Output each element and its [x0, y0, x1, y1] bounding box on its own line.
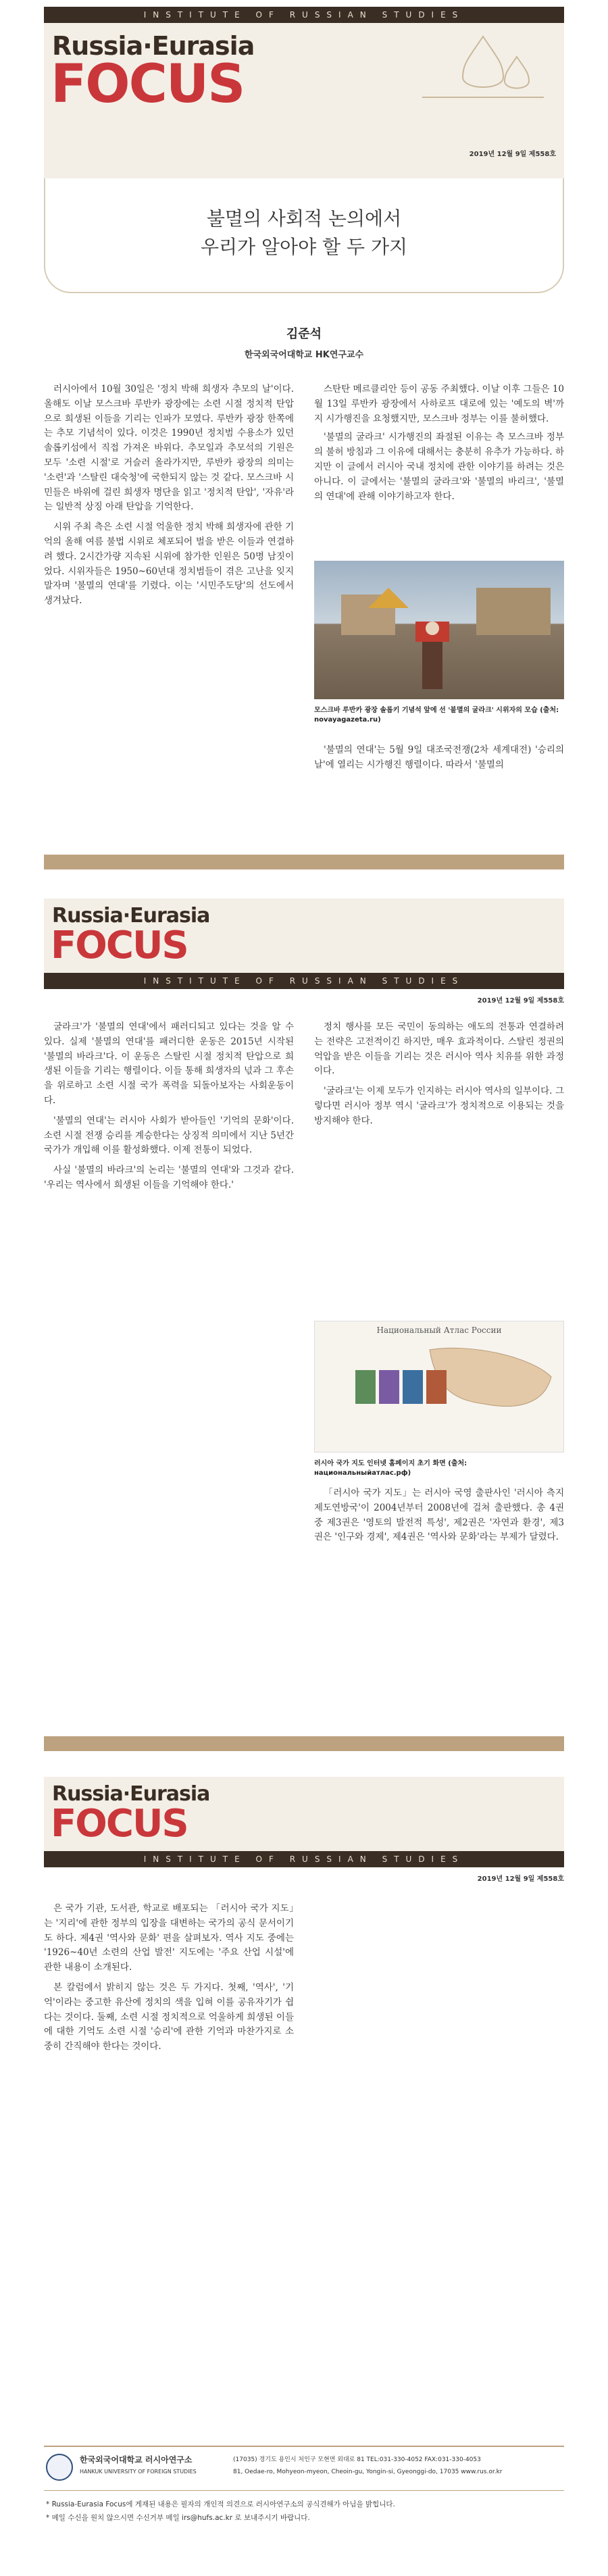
- footer-rule-2: [44, 2490, 564, 2491]
- issue-date: 2019년 12월 9일 제558호: [469, 151, 556, 158]
- header-institute-bar: [44, 7, 564, 23]
- institute-text: INSTITUTE OF RUSSIAN STUDIES: [143, 976, 465, 986]
- page2-institute-bar: [44, 973, 564, 989]
- paragraph: '불멸의 연대'는 러시아 사회가 받아들인 '기억의 문화'이다. 소련 시절 전쟁 승리를 계승한다는 상징적 의미에서 지난 5년간 국가가 개입해 이를 활성화했다. 이제 전통이 되었다.: [44, 1115, 294, 1156]
- page-separator: [44, 1736, 564, 1751]
- org-name-en: HANKUK UNIVERSITY OF FOREIGN STUDIES: [80, 2469, 197, 2475]
- university-seal: [46, 2454, 73, 2481]
- page2-left-column: [44, 1020, 294, 1193]
- protest-photo: [314, 561, 564, 699]
- article-title-line1: 불멸의 사회적 논의에서: [206, 207, 402, 230]
- article-title-line2: 우리가 알아야 할 두 가지: [200, 236, 408, 258]
- footer-address-en: 81, Oedae-ro, Mohyeon-myeon, Cheoin-gu, Yongin-si, Gyeonggi-do, 17035 www.rus.or.kr: [233, 2469, 503, 2475]
- paragraph: '굴라크'는 이제 모두가 인지하는 러시아 역사의 일부이다. 그렇다면 러시아 정부 역시 '굴라크'가 정치적으로 이용되는 것을 방지해야 한다.: [314, 1086, 564, 1126]
- page3-column: [44, 1902, 294, 2054]
- onion-dome-graphic: [422, 30, 544, 111]
- footer-note-1: * Russia-Eurasia Focus에 게재된 내용은 필자의 개인적 의견으로 러시아연구소의 공식견해가 아님을 밝힙니다.: [46, 2500, 395, 2508]
- paragraph: '불멸의 연대'는 5월 9일 대조국전쟁(2차 세계대전) '승리의 날'에 열리는 시가행진 행렬이다. 따라서 '불멸의: [314, 744, 564, 770]
- atlas-title: Национальный Атлас России: [376, 1325, 502, 1335]
- page2-issue-date: 2019년 12월 9일 제558호: [477, 997, 564, 1005]
- footer-rule: [44, 2446, 564, 2447]
- page2-banner: [44, 899, 564, 973]
- brand-top: Russia·Eurasia: [52, 904, 210, 928]
- page2-right-column: [314, 1020, 564, 1129]
- footer-address: (17035) 경기도 용인시 처인구 모현면 외대로 81 TEL:031-330-4052 FAX:031-330-4053: [233, 2456, 481, 2463]
- page-separator: [44, 855, 564, 869]
- institute-text: INSTITUTE OF RUSSIAN STUDIES: [143, 10, 465, 20]
- paragraph: 「러시아 국가 지도」는 러시아 국영 출판사인 '러시아 측지 제도연방국'이 2004년부터 2008년에 걸쳐 출판했다. 총 4권 중 제3권은 '영토의 발전적 특성', 제2권은 '자연과 환경', 제3권은 '인구와 경제', 제4권은 '역사와 문화'라는 부제가 달렸다.: [314, 1488, 564, 1543]
- page1-left-column: [44, 382, 294, 609]
- paragraph: 러시아에서 10월 30일은 '정치 박해 희생자 추모의 날'이다. 올해도 이날 모스크바 루반카 광장에는 소련 시절 정치적 탄압으로 희생된 이들을 기리는 인파가 모였다. 루반카 광장 한쪽에는 추모 기념석이 있다. 이것은 1990년 정치범 수용소가 있던 솔롭키섬에서 직접 가져온 바위다. 추모일과 추모석의 기원은 모두 '소련 시절'로 거슬러 올라가지만, 루반카 광장의 의미는 '소련'과 '스탈린 대숙청'에 국한되지 않는 것 같다. 모스크바 시민들은 바위에 걸린 희생자 명단을 읽고 '정치적 탄압', '자유'라는 일반적 상징 아래 탄압을 기억한다.: [44, 384, 294, 513]
- org-name: 한국외국어대학교 러시아연구소: [80, 2455, 193, 2465]
- brand-bottom: FOCUS: [51, 1802, 188, 1846]
- brand-bottom: FOCUS: [51, 54, 245, 115]
- paragraph: 은 국가 기관, 도서관, 학교로 배포되는 「러시아 국가 지도」는 '지리'에 관한 정부의 입장을 대변하는 국가의 공식 문서이기도 하다. 제4권 '역사와 문화' 편을 살펴보자. 역사 지도 중에는 '1926~40년 소련의 산업 발전' 지도에는 '주요 산업 시설'에 관한 내용이 소개된다.: [44, 1903, 294, 1973]
- brand-bottom: FOCUS: [51, 924, 188, 967]
- page1-right-column: [314, 382, 564, 504]
- photo-caption: 모스크바 루반카 광장 솔롭키 기념석 앞에 선 '불멸의 굴라크' 시위자의 모습 (출처: novayagazeta.ru): [314, 707, 559, 724]
- brand-top: Russia·Eurasia: [52, 1782, 210, 1806]
- brand-top: Russia·Eurasia: [52, 31, 255, 61]
- footer-note-2: * 메일 수신을 원치 않으시면 수신거부 메일 irs@hufs.ac.kr 로 보내주시기 바랍니다.: [46, 2514, 310, 2522]
- page3-institute-bar: [44, 1851, 564, 1867]
- paragraph: 정치 행사를 모든 국민이 동의하는 애도의 전통과 연결하려는 전략은 고전적이긴 하지만, 매우 효과적이다. 스탈린 정권의 억압을 받은 이들을 기리는 것은 러시아 역사 치유를 위한 과정이다.: [314, 1021, 564, 1077]
- paragraph: 굴라크'가 '불멸의 연대'에서 패러디되고 있다는 것을 알 수 있다. 실제 '불멸의 연대'를 패러디한 운동은 2015년 시작된 '불멸의 바라크'다. 이 운동은 스탈린 시절 정치적 탄압으로 희생된 이들을 기리는 행렬이다. 이들 통해 희생자의 넋과 그 후손을 위로하고 소련 시절 국가 폭력을 되돌아보자는 사회운동이다.: [44, 1021, 294, 1106]
- page1-after-photo: [314, 743, 564, 773]
- page2-after-map: [314, 1486, 564, 1545]
- institute-text: INSTITUTE OF RUSSIAN STUDIES: [143, 1854, 465, 1864]
- title-box: [44, 178, 564, 293]
- paragraph: 시위 주최 측은 소련 시절 억울한 정치 박해 희생자에 관한 기억의 올해 여름 불법 시위로 체포되어 벌을 받은 이들과 연결하려 했다. 2시간가량 지속된 시위에 참가한 인원은 50명 남짓이었다. 시위자들은 1950~60년대 정치범들이 겪은 고난을 잊지 말자며 '불멸의 연대'를 기렸다. 이는 '시민주도당'의 선도에서 생겨났다.: [44, 522, 294, 607]
- paragraph: 스탄탄 메르클리안 등이 공동 주최했다. 이날 이후 그들은 10월 13일 루반카 광장에서 사하로프 대로에 있는 '예도의 벽'까지 시가행진을 요청했지만, 모스크바 정부는 이를 불허했다.: [314, 384, 564, 424]
- atlas-caption: 러시아 국가 지도 인터넷 홈페이지 초기 화면 (출처: национальныйатлас.рф): [314, 1460, 467, 1477]
- paragraph: 본 칼럼에서 밝히지 않는 것은 두 가지다. 첫째, '역사', '기억'이라는 중고한 유산에 정치의 색을 입혀 이를 공유자기가 쉽다는 것이다. 둘째, 소련 시절 정치적으로 억울하게 희생된 이들에 대한 기억도 소련 시절 '승리'에 관한 기억과 마찬가지로 소중히 간직해야 한다는 것이다.: [44, 1981, 294, 2052]
- author-affiliation: 한국외국어대학교 HK연구교수: [244, 350, 364, 360]
- header-banner: [44, 23, 564, 178]
- paragraph: 사실 '불멸의 바라크'의 논리는 '불멸의 연대'와 그것과 같다. '우리는 역사에서 희생된 이들을 기억해야 한다.': [44, 1165, 294, 1190]
- page3-issue-date: 2019년 12월 9일 제558호: [477, 1875, 564, 1883]
- author-name: 김준석: [286, 327, 322, 341]
- page3-banner: [44, 1777, 564, 1851]
- paragraph: '불멸의 굴라크' 시가행진의 좌절된 이유는 측 모스크바 정부의 불허 방침과 그 이유에 대해서는 충분히 유추가 가능하다. 하지만 이 글에서 러시아 국내 정치에 관한 이야기를 하려는 것은 아니다. 이 글에서는 '불멸의 굴라크'와 '불멸의 바리크', '불멸의 연대'에 관해 이야기하고자 한다.: [314, 432, 564, 502]
- atlas-image: [314, 1321, 564, 1453]
